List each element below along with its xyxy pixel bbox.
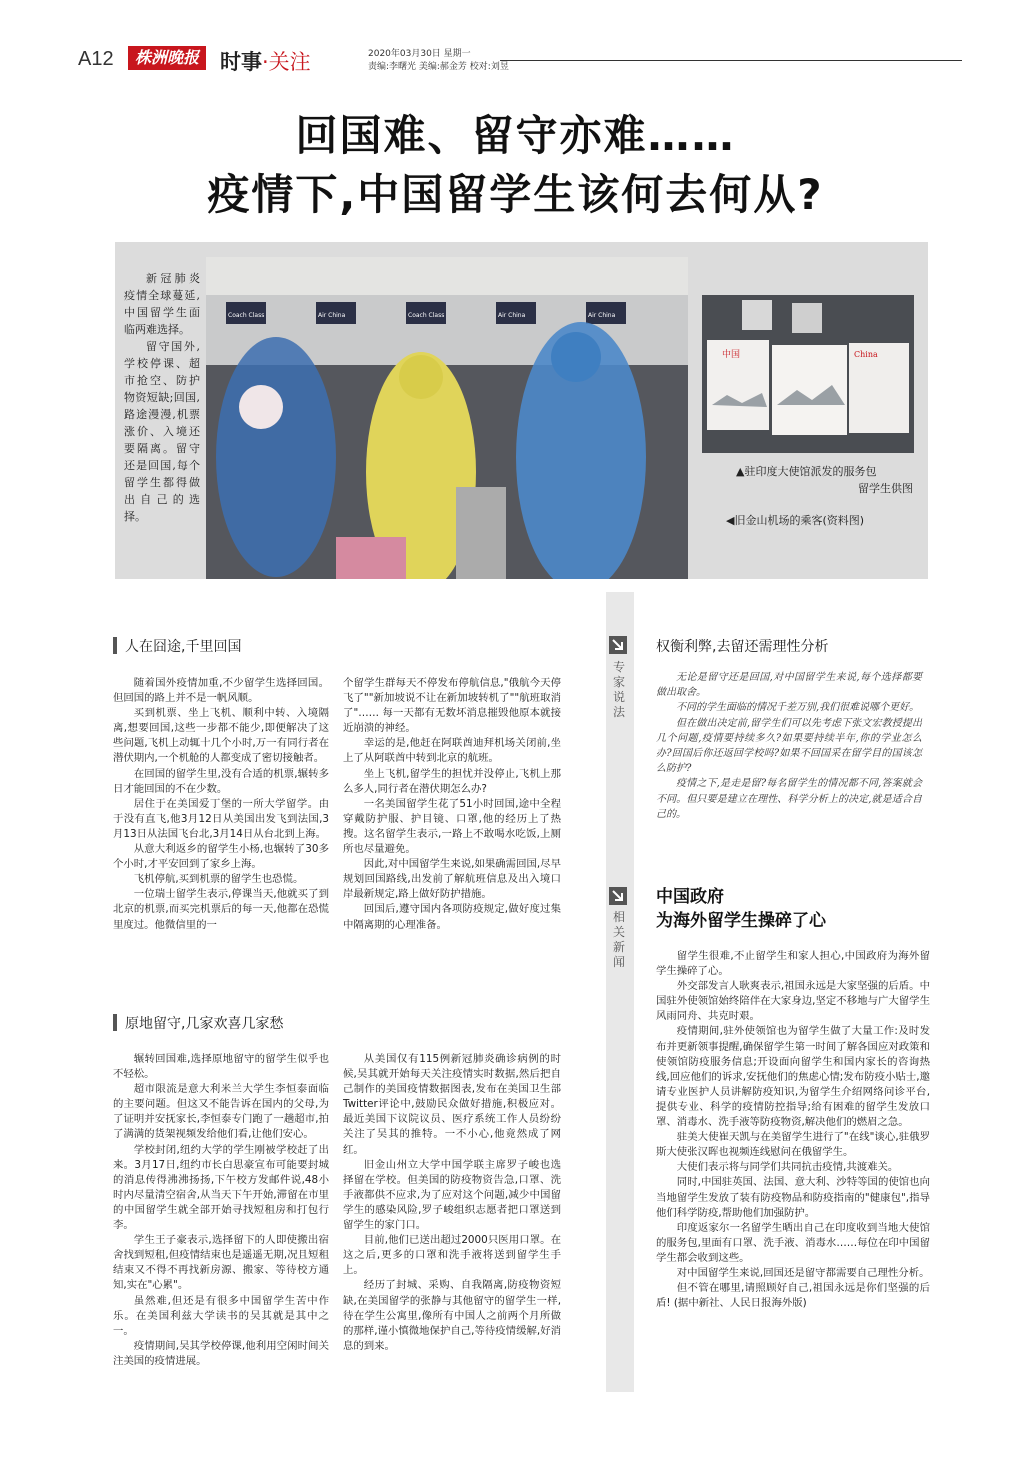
paragraph: 驻美大使崔天凯与在美留学生进行了"在线"谈心,驻俄罗斯大使张汉晖也视频连线慰问在俄留学生。 — [656, 1131, 930, 1159]
paragraph: 幸运的是,他赶在阿联酋迪拜机场关闭前,坐上了从阿联酋中转到北京的航班。 — [343, 737, 561, 765]
section2-heading-text: 原地留守,几家欢喜几家愁 — [125, 1016, 284, 1032]
expert-side-label: 专家说法 — [612, 660, 625, 719]
section2-heading — [113, 1013, 283, 1033]
issue-date: 2020年03月30日 星期一 — [368, 49, 471, 59]
news-title-line-2: 为海外留学生操碎了心 — [656, 911, 826, 931]
paragraph: 虽然难,但还是有很多中国留学生苦中作乐。在美国利兹大学读书的吴其就是其中之一。 — [113, 1294, 329, 1337]
paragraph: 回国后,遵守国内各项防疫规定,做好度过集中隔离期的心理准备。 — [343, 903, 561, 931]
heading-bar-icon — [113, 637, 117, 654]
airport-scene-graphic — [206, 257, 688, 579]
section2-column-1 — [113, 1052, 329, 1369]
paragraph: 同时,中国驻英国、法国、意大利、沙特等国的使馆也向当地留学生发放了装有防疫物品和防疫指南的"健康包",指导他们科学防疫,帮助他们加强防护。 — [656, 1176, 930, 1219]
package-graphic — [702, 295, 914, 453]
paragraph: 疫情期间,吴其学校停课,他利用空闲时间关注美国的疫情进展。 — [113, 1339, 329, 1367]
section1-heading — [113, 636, 241, 656]
paragraph: 飞机停航,买到机票的留学生也恐慌。 — [133, 873, 304, 886]
paragraph: 外交部发言人耿爽表示,祖国永远是大家坚强的后盾。中国驻外使领馆始终陪伴在大家身边,坚定不移地与广大留学生风雨同舟、共克时艰。 — [656, 980, 930, 1023]
expert-corner-icon — [609, 636, 627, 658]
passenger-blue-raincoat — [216, 337, 336, 577]
photo-lead-caption — [124, 270, 200, 525]
news-side-label: 相关新闻 — [612, 910, 625, 969]
paragraph: 留学生很难,不止留学生和家人担心,中国政府为海外留学生操碎了心。 — [656, 950, 930, 978]
paragraph: 超市限流是意大利米兰大学生李恒泰面临的主要问题。但这又不能告诉在国内的父母,为了证明并安抚家长,李恒泰专门跑了一趟超市,拍了满满的货架视频发给他们看,让他们安心。 — [113, 1083, 329, 1141]
paragraph: 坐上飞机,留学生的担忧并没停止,飞机上那么多人,同行者在潜伏期怎么办? — [343, 767, 561, 795]
section-main: 时事 — [220, 50, 262, 74]
news-source: (据中新社、人民日报海外版) — [673, 1297, 807, 1310]
paragraph: 从美国仅有115例新冠肺炎确诊病例的时候,吴其就开始每天关注疫情实时数据,然后把自己制作的美国疫情数据图表,发布在美国卫生部Twitter评论中,鼓励民众做好措施,积极应对。最近美国下议院议员、医疗系统工作人员纷纷关注了吴其的推特。一不小心,他竟然成了网红。 — [343, 1053, 561, 1156]
airport-caption: ◀旧金山机场的乘客(资料图) — [726, 514, 865, 527]
paragraph: 疫情期间,驻外使领馆也为留学生做了大量工作:及时发布并更新领事提醒,确保留学生第一时间了解各国应对政策和使领馆防疫服务信息;开设面向留学生和国内家长的咨询热线,回应他们的诉求,安抚他们的焦虑心情;发布防疫小贴士,邀请专业医护人员讲解防疫知识,为留学生介绍网络问诊平台,提供专业、科学的疫情防控指导;给有困难的留学生发放口罩、消毒水、洗手液等防疫物资,解决他们的燃眉之急。 — [656, 1025, 930, 1129]
board-label-5: Air China — [588, 312, 616, 319]
paragraph: 经历了封城、采购、自我隔离,防疫物资短缺,在美国留学的张静与其他留守的留学生一样,待在学生公寓里,像所有中国人之前两个月所做的那样,谨小慎微地保护自己,等待疫情缓解,好消息的到来。 — [343, 1279, 561, 1352]
staff-credits: 责编:李曙光 美编:郝金芳 校对:刘昱 — [368, 62, 509, 72]
paragraph: 目前,他们已送出超过2000只医用口罩。在这之后,更多的口罩和洗手液将送到留学生手上。 — [343, 1234, 561, 1277]
section1-heading-text: 人在囧途,千里回国 — [125, 639, 242, 655]
lead-caption-p2: 留守国外,学校停课、超市抢空、防护物资短缺;回国,路途漫漫,机票涨价、入境还要隔离。留守还是回国,每个留学生都得做出自己的选择。 — [124, 340, 200, 523]
paragraph: 不同的学生面临的情况千差万别,我们很难说哪个更好。 — [676, 702, 920, 714]
paragraph: 对中国留学生来说,回国还是留守都需要自己理性分析。 — [676, 1266, 930, 1279]
svg-text:China: China — [854, 350, 878, 359]
paragraph: 在回国的留学生里,没有合适的机票,辗转多日才能回国的不在少数。 — [113, 767, 329, 795]
lead-caption-p1: 新冠肺炎疫情全球蔓延,中国留学生面临两难选择。 — [124, 272, 200, 336]
section-title — [220, 46, 311, 76]
news-body — [656, 949, 930, 1311]
paragraph: 但在做出决定前,留学生们可以先考虑下张文宏教授提出几个问题,疫情要持续多久?如果要持续半年,你的学业怎么办?回国后你还返回学校吗?如果不回国采在留学目的国该怎么防护? — [656, 717, 922, 775]
page-number: A12 — [78, 48, 114, 70]
paragraph: 大使们表示将与同学们共同抗击疫情,共渡难关。 — [676, 1161, 899, 1174]
svg-text:中国: 中国 — [722, 350, 741, 360]
heading-bar-icon — [113, 1014, 117, 1031]
closing-text: 但不管在哪里,请照顾好自己,祖国永远是你们坚强的后盾! — [656, 1282, 930, 1310]
section-sub: ·关注 — [262, 50, 311, 74]
embassy-package-photo — [702, 295, 914, 453]
news-corner-icon — [609, 887, 627, 909]
paragraph: 一位瑞士留学生表示,停课当天,他就买了到北京的机票,而买完机票后的每一天,他都在恐慌里度过。他微信里的一 — [113, 888, 329, 931]
paragraph: 印度返家尔一名留学生晒出自己在印度收到当地大使馆的服务包,里面有口罩、洗手液、消毒水……每位在印中国留学生都会收到这些。 — [656, 1221, 930, 1264]
header-rule — [500, 60, 962, 61]
paragraph: 一名美国留学生花了51小时回国,途中全程穿戴防护服、护目镜、口罩,他的经历上了热搜。这名留学生表示,一路上不敢喝水吃饭,上厕所也尽量避免。 — [343, 797, 561, 856]
package-credit: 留学生供图 — [858, 482, 913, 495]
paragraph: 因此,对中国留学生来说,如果确需回国,尽早规划回国路线,出发前了解航班信息及出入境口岸最新规定,路上做好防护措施。 — [343, 858, 561, 901]
paragraph — [656, 1281, 930, 1311]
paragraph: 学生王子豪表示,选择留下的人即使搬出宿舍找到短租,但疫情结束也是遥遥无期,况且短租结束又不得不再找新房源、搬家、等待校方通知,实在"心累"。 — [113, 1234, 329, 1292]
section1-column-2 — [343, 676, 561, 933]
paragraph: 疫情之下,是走是留?每名留学生的情况都不同,答案就会不同。但只要是建立在理性、科学分析上的决定,就是适合自己的。 — [656, 778, 922, 820]
paragraph: 居住于在美国爱丁堡的一所大学留学。由于没有直飞,他3月12日从美国出发飞到法国,3月13日从法国飞台北,3月14日从台北到上海。 — [113, 797, 329, 840]
paragraph: 从意大利返乡的留学生小杨,也辗转了30多个小时,才平安回到了家乡上海。 — [113, 843, 329, 871]
paragraph: 无论是留守还是回国,对中国留学生来说,每个选择都要做出取舍。 — [656, 672, 922, 699]
paragraph: 旧金山州立大学中国学联主席罗子峻也选择留在学校。但美国的防疫物资告急,口罩、洗手液都供不应求,为了应对这个问题,减少中国留学生的感染风险,罗子峻组织志愿者把口罩送到留学生的家门口。 — [343, 1158, 561, 1232]
paragraph: 买到机票、坐上飞机、顺利中转、入境隔离,想要回国,这些一步都不能少,即便解决了这些问题,飞机上动辄十几个小时,万一有同行者在潜伏期内,一个机舱的人都变成了密切接触者。 — [113, 707, 329, 765]
board-label-1: Coach Class — [228, 312, 265, 319]
board-label-2: Air China — [318, 312, 346, 319]
paragraph: 学校封闭,纽约大学的学生刚被学校赶了出来。3月17日,纽约市长白思豪宣布可能要封城的消息传得沸沸扬扬,下午校方发邮件说,48小时内尽量清空宿舍,从当天下午开始,滞留在市里的中国留学生就全部开始寻找短租房和打包行李。 — [113, 1143, 329, 1232]
news-title-line-1: 中国政府 — [656, 887, 724, 907]
section1-column-1 — [113, 676, 329, 933]
paragraph: 辗转回国难,选择原地留守的留学生似乎也不轻松。 — [113, 1053, 329, 1081]
paragraph: 随着国外疫情加重,不少留学生选择回国。但回国的路上并不是一帆风顺。 — [113, 677, 329, 705]
section2-column-2 — [343, 1052, 561, 1354]
section3-heading: 权衡利弊,去留还需理性分析 — [656, 639, 829, 655]
airport-photo — [206, 257, 688, 579]
expert-body — [656, 670, 922, 822]
headline-line-2: 疫情下,中国留学生该何去何从? — [207, 170, 824, 219]
newspaper-logo: 株洲晚报 — [128, 46, 206, 70]
package-caption: ▲驻印度大使馆派发的服务包 — [736, 465, 877, 478]
headline-line-1: 回国难、留守亦难…… — [295, 111, 736, 160]
board-label-3: Coach Class — [408, 312, 445, 319]
board-label-4: Air China — [498, 312, 526, 319]
paragraph: 个留学生群每天不停发布停航信息,"俄航今天停飞了""新加坡说不让在新加坡转机了""航班取消了"…… 每一天都有无数坏消息摧毁他原本就接近崩溃的神经。 — [343, 677, 561, 735]
